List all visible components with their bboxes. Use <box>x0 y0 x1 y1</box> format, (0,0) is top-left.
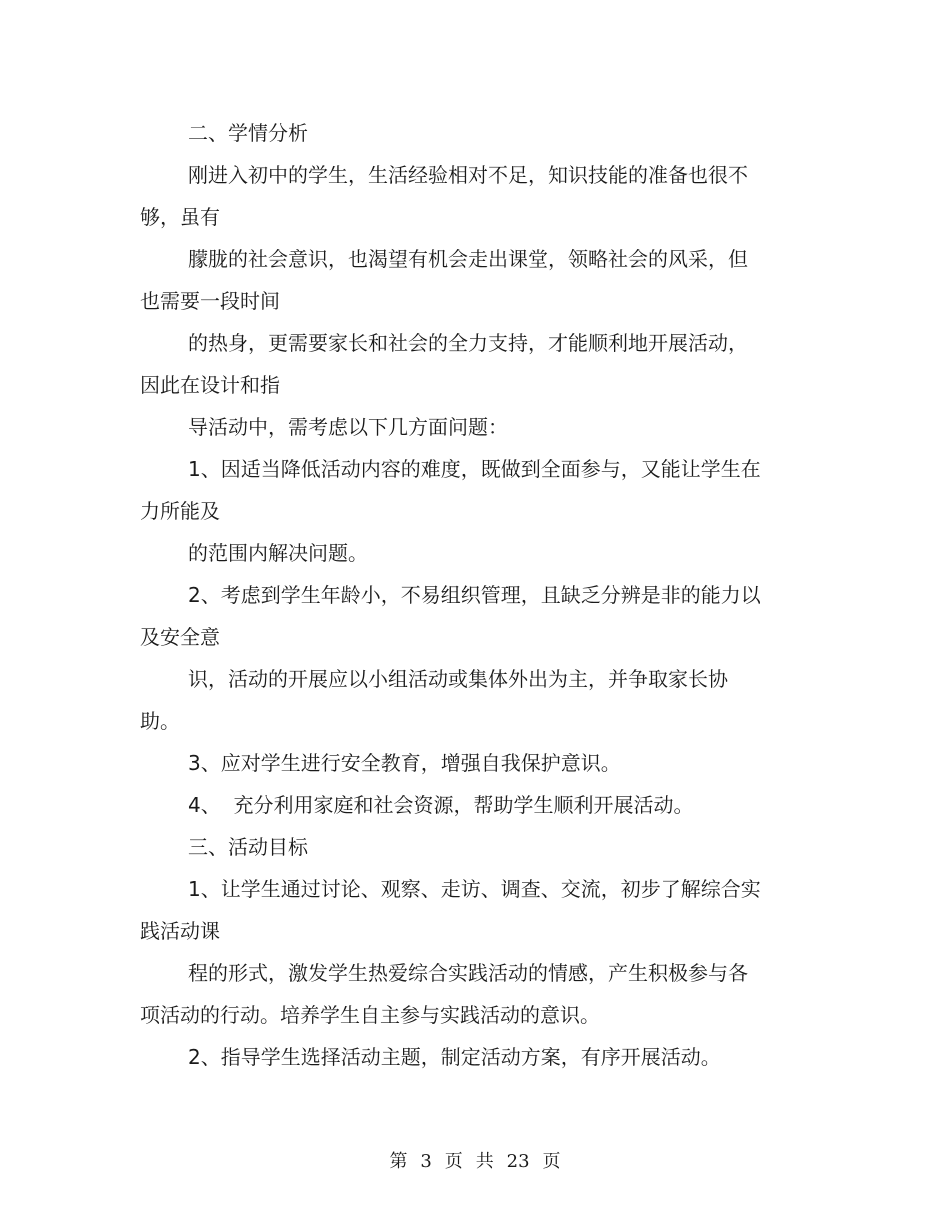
text-line-12: 2、考虑到学生年龄小，不易组织管理，且缺乏分辨是非的能力以 <box>188 583 761 607</box>
text-line-17: 4、 充分利用家庭和社会资源，帮助学生顺利开展活动。 <box>188 793 694 817</box>
text-line-15: 助。 <box>140 709 180 733</box>
text-line-9: 1、因适当降低活动内容的难度，既做到全面参与，又能让学生在 <box>188 457 761 481</box>
text-line-23: 2、指导学生选择活动主题，制定活动方案，有序开展活动。 <box>188 1045 721 1069</box>
text-line-14: 识，活动的开展应以小组活动或集体外出为主，并争取家长协 <box>188 667 728 691</box>
text-line-11: 的范围内解决问题。 <box>188 541 368 565</box>
page-number-footer: 第 3 页 共 23 页 <box>389 1151 561 1172</box>
text-line-22: 项活动的行动。培养学生自主参与实践活动的意识。 <box>140 1003 600 1027</box>
text-line-5: 也需要一段时间 <box>140 289 280 313</box>
text-line-1: 二、学情分析 <box>188 121 308 145</box>
text-line-21: 程的形式，激发学生热爱综合实践活动的情感，产生积极参与各 <box>188 961 748 985</box>
text-line-2: 刚进入初中的学生，生活经验相对不足，知识技能的准备也很不 <box>188 163 748 187</box>
text-line-18: 三、活动目标 <box>188 835 308 859</box>
text-line-19: 1、让学生通过讨论、观察、走访、调查、交流，初步了解综合实 <box>188 877 761 901</box>
text-line-6: 的热身，更需要家长和社会的全力支持，才能顺利地开展活动， <box>188 331 748 355</box>
text-line-16: 3、应对学生进行安全教育，增强自我保护意识。 <box>188 751 621 775</box>
text-line-7: 因此在设计和指 <box>140 373 280 397</box>
text-line-13: 及安全意 <box>140 625 220 649</box>
text-line-8: 导活动中，需考虑以下几方面问题： <box>188 415 508 439</box>
text-line-3: 够，虽有 <box>140 205 220 229</box>
text-line-20: 践活动课 <box>140 919 220 943</box>
document-body <box>140 112 780 1078</box>
text-line-4: 朦胧的社会意识，也渴望有机会走出课堂，领略社会的风采，但 <box>188 247 748 271</box>
text-line-10: 力所能及 <box>140 499 220 523</box>
